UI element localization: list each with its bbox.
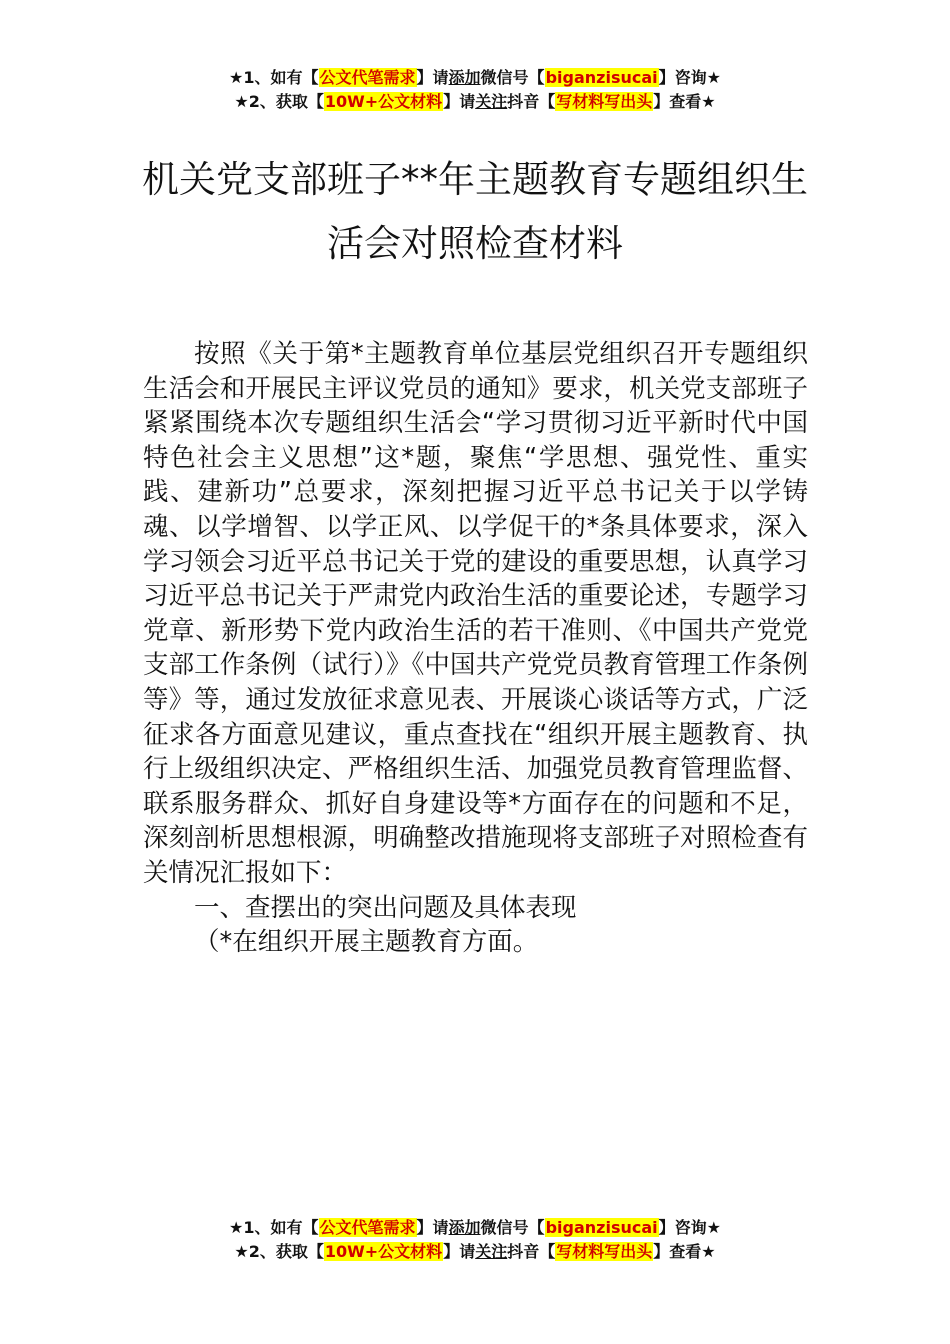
banner-text: 】咨询★: [658, 68, 721, 87]
banner-text: 抖音【: [507, 1242, 556, 1261]
banner-text: 微信号【: [480, 1218, 545, 1237]
document-body: [143, 337, 808, 960]
banner-highlight: 公文代笔需求: [319, 1218, 416, 1237]
section-heading: 一、查摆出的突出问题及具体表现: [194, 892, 577, 923]
banner-douyin-id: 写材料写出头: [556, 92, 653, 111]
banner-text: 】查看★: [653, 92, 716, 111]
banner-douyin-id: 写材料写出头: [556, 1242, 653, 1261]
banner-text: ★1、如有【: [229, 68, 319, 87]
banner-emphasis: 添加: [448, 68, 481, 87]
banner-text: 】查看★: [653, 1242, 716, 1261]
banner-text: 】请: [443, 92, 476, 111]
bottom-banner: [0, 1216, 950, 1264]
banner-emphasis: 关注: [475, 1242, 508, 1261]
banner-highlight: 10W+公文材料: [324, 1242, 443, 1261]
banner-wechat-id: biganzisucai: [545, 1218, 658, 1237]
banner-line-1: [0, 66, 950, 90]
banner-text: 】请: [443, 1242, 476, 1261]
banner-text: 】请: [416, 68, 449, 87]
banner-text: 抖音【: [507, 92, 556, 111]
banner-emphasis: 添加: [448, 1218, 481, 1237]
document-title: [0, 148, 950, 276]
banner-text: 】请: [416, 1218, 449, 1237]
banner-text: ★1、如有【: [229, 1218, 319, 1237]
banner-line-2: [0, 1240, 950, 1264]
title-line-2: 活会对照检查材料: [327, 222, 623, 265]
banner-highlight: 公文代笔需求: [319, 68, 416, 87]
title-line-1: 机关党支部班子**年主题教育专题组织生: [142, 158, 808, 201]
body-paragraph: 按照《关于第*主题教育单位基层党组织召开专题组织生活会和开展民主评议党员的通知》要求，机关党支部班子紧紧围绕本次专题组织生活会“学习贯彻习近平新时代中国特色社会主义思想”这*题，聚焦“学思想、强党性、重实践、建新功”总要求，深刻把握习近平总书记关于以学铸魂、以学增智、以学正风、以学促干的*条具体要求，深入学习领会习近平总书记关于党的建设的重要思想，认真学习习近平总书记关于严肃党内政治生活的重要论述，专题学习党章、新形势下党内政治生活的若干准则、《中国共产党党支部工作条例（试行）》《中国共产党党员教育管理工作条例等》等，通过发放征求意见表、开展谈心谈话等方式，广泛征求各方面意见建议，重点查找在“组织开展主题教育、执行上级组织决定、严格组织生活、加强党员教育管理监督、联系服务群众、抓好自身建设等*方面存在的问题和不足，深刻剖析思想根源，明确整改措施现将支部班子对照检查有关情况汇报如下：: [143, 339, 808, 888]
banner-line-1: [0, 1216, 950, 1240]
top-banner: [0, 66, 950, 114]
banner-text: 】咨询★: [658, 1218, 721, 1237]
banner-emphasis: 关注: [475, 92, 508, 111]
banner-text: 微信号【: [480, 68, 545, 87]
banner-text: ★2、获取【: [234, 92, 324, 111]
subsection-heading: （*在组织开展主题教育方面。: [194, 927, 539, 958]
banner-line-2: [0, 90, 950, 114]
banner-wechat-id: biganzisucai: [545, 68, 658, 87]
banner-text: ★2、获取【: [234, 1242, 324, 1261]
banner-highlight: 10W+公文材料: [324, 92, 443, 111]
